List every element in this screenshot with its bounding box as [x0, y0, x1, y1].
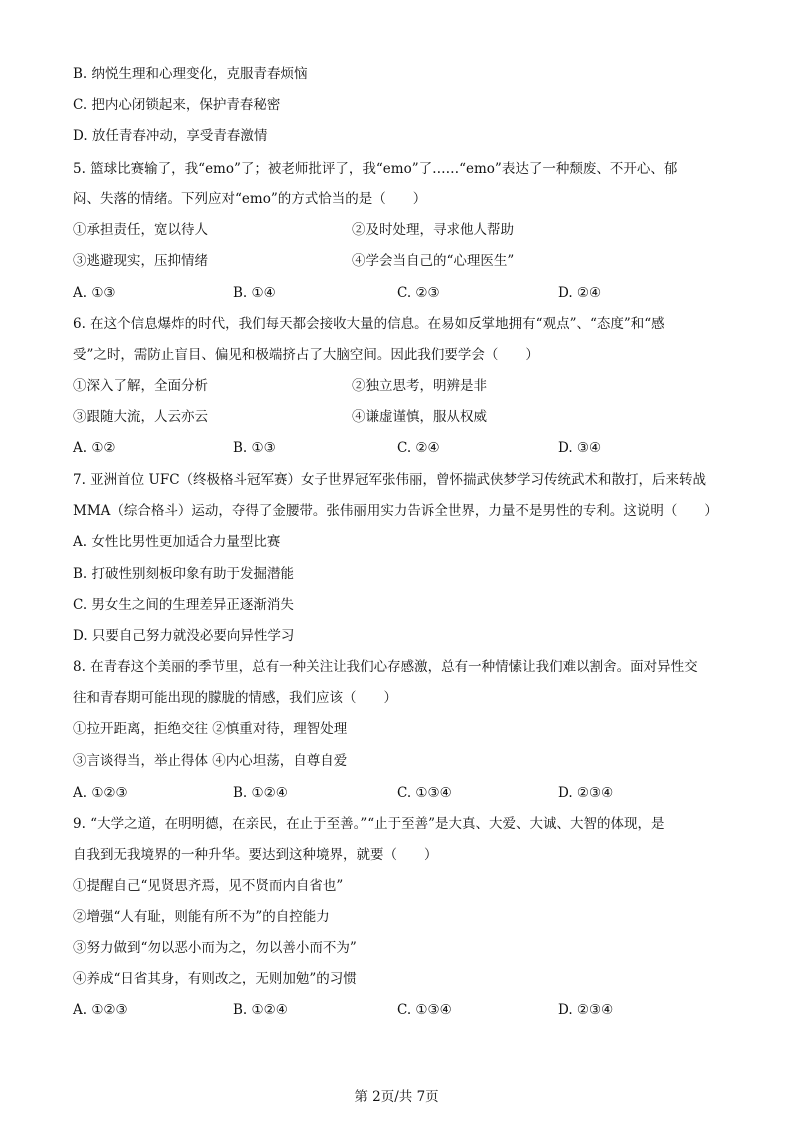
q8-choice-a: A. ①②③ — [73, 785, 128, 801]
question-8-line-1: 8. 在青春这个美丽的季节里，总有一种关注让我们心存感激，总有一种情愫让我们难以割舍。面对异性交 — [73, 659, 698, 675]
option-b-line: B. 纳悦生理和心理变化，克服青春烦恼 — [73, 66, 308, 82]
q9-choice-c: C. ①③④ — [397, 1002, 452, 1018]
q5-statement-3: ③逃避现实，压抑情绪 — [73, 253, 208, 269]
q8-choice-d: D. ②③④ — [558, 785, 614, 801]
question-7-line-1: 7. 亚洲首位 UFC（终极格斗冠军赛）女子世界冠军张伟丽，曾怀揣武侠梦学习传统武术和散打，后来转战 — [73, 472, 707, 488]
q5-choice-a: A. ①③ — [73, 285, 116, 301]
q5-statement-1: ①承担责任，宽以待人 — [73, 222, 208, 238]
q9-statement-2: ②增强“人有耻，则能有所不为”的自控能力 — [73, 909, 330, 925]
q6-statement-3: ③跟随大流，人云亦云 — [73, 409, 208, 425]
question-5-line-2: 闷、失落的情绪。下列应对“emo”的方式恰当的是（ ） — [73, 191, 427, 207]
q7-choice-a: A. 女性比男性更加适合力量型比赛 — [73, 534, 281, 550]
question-6-line-2: 受”之时，需防止盲目、偏见和极端挤占了大脑空间。因此我们要学会（ ） — [73, 347, 539, 363]
option-c-line: C. 把内心闭锁起来，保护青春秘密 — [73, 97, 281, 113]
q5-statement-2: ②及时处理，寻求他人帮助 — [352, 222, 514, 238]
q8-choice-c: C. ①③④ — [397, 785, 452, 801]
q9-choice-a: A. ①②③ — [73, 1002, 128, 1018]
q6-statement-1: ①深入了解，全面分析 — [73, 378, 208, 394]
q8-statements-1: ①拉开距离，拒绝交往 ②慎重对待，理智处理 — [73, 721, 348, 737]
q5-statement-4: ④学会当自己的“心理医生” — [352, 253, 515, 269]
q9-statement-1: ①提醒自己“见贤思齐焉，见不贤而内自省也” — [73, 878, 344, 894]
q6-choice-b: B. ①③ — [233, 440, 276, 456]
q9-statement-3: ③努力做到“勿以恶小而为之，勿以善小而不为” — [73, 940, 357, 956]
option-d-line: D. 放任青春冲动，享受青春激情 — [73, 128, 268, 144]
q9-choice-b: B. ①②④ — [233, 1002, 288, 1018]
q6-choice-d: D. ③④ — [558, 440, 602, 456]
q6-statement-4: ④谦虚谨慎，服从权威 — [352, 409, 487, 425]
q7-choice-c: C. 男女生之间的生理差异正逐渐消失 — [73, 597, 294, 613]
question-9-line-2: 自我到无我境界的一种升华。要达到这种境界，就要（ ） — [73, 847, 438, 863]
q6-statement-2: ②独立思考，明辨是非 — [352, 378, 487, 394]
q8-choice-b: B. ①②④ — [233, 785, 288, 801]
q5-choice-b: B. ①④ — [233, 285, 276, 301]
q9-statement-4: ④养成“日省其身，有则改之，无则加勉”的习惯 — [73, 971, 357, 987]
question-6-line-1: 6. 在这个信息爆炸的时代，我们每天都会接收大量的信息。在易如反掌地拥有“观点”、“态度”和“感 — [73, 316, 665, 332]
page-footer: 第 2页/共 7页 — [354, 1089, 439, 1105]
q7-choice-b: B. 打破性别刻板印象有助于发掘潜能 — [73, 566, 295, 582]
q5-choice-c: C. ②③ — [397, 285, 440, 301]
question-5-line-1: 5. 篮球比赛输了，我“emo”了；被老师批评了，我“emo”了……“emo”表达了一种颓废、不开心、郁 — [73, 161, 678, 177]
question-9-line-1: 9. “大学之道，在明明德，在亲民，在止于至善。”“止于至善”是大真、大爱、大诚、大智的体现，是 — [73, 816, 665, 832]
question-7-line-2: MMA（综合格斗）运动，夺得了金腰带。张伟丽用实力告诉全世界，力量不是男性的专利。这说明（ ） — [73, 503, 718, 519]
q9-choice-d: D. ②③④ — [558, 1002, 614, 1018]
question-8-line-2: 往和青春期可能出现的朦胧的情感，我们应该（ ） — [73, 690, 397, 706]
q7-choice-d: D. 只要自己努力就没必要向异性学习 — [73, 628, 295, 644]
q6-choice-c: C. ②④ — [397, 440, 440, 456]
q5-choice-d: D. ②④ — [558, 285, 602, 301]
q6-choice-a: A. ①② — [73, 440, 116, 456]
q8-statements-2: ③言谈得当，举止得体 ④内心坦荡，自尊自爱 — [73, 753, 348, 769]
